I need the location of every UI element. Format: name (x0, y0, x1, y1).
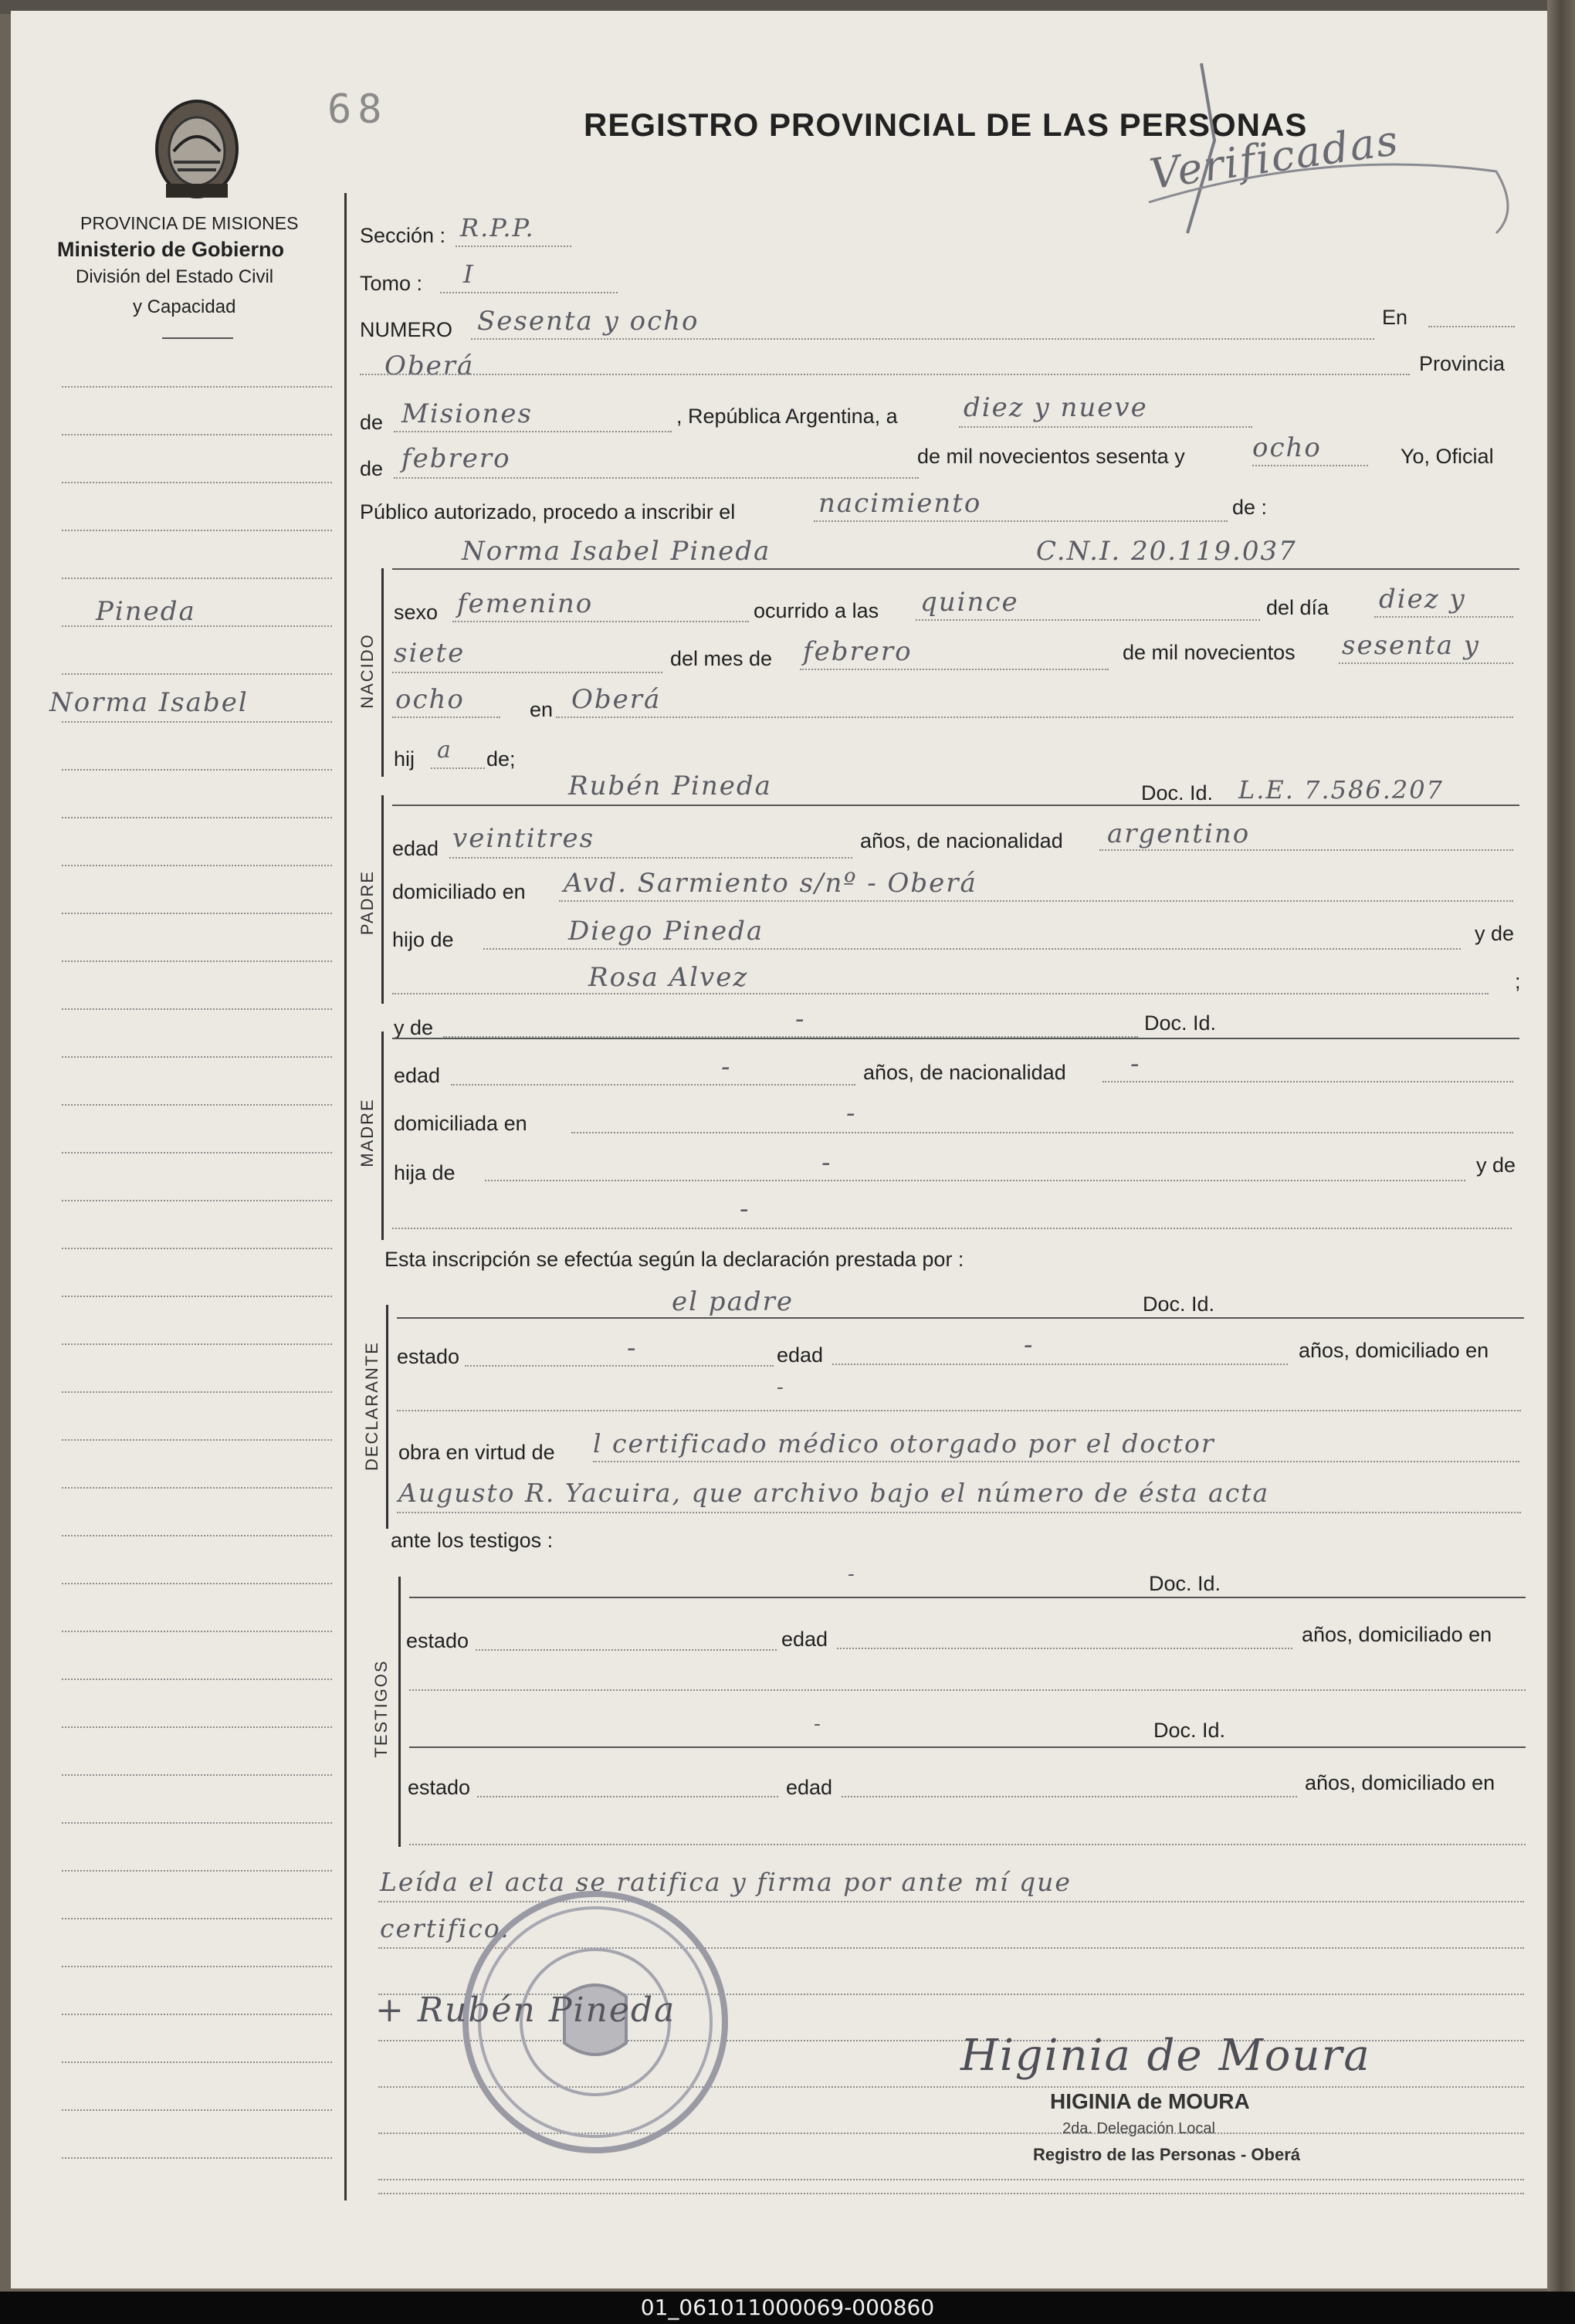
margin-rule (62, 1583, 332, 1584)
father-age-line (449, 857, 852, 859)
day-value: diez y nueve (964, 392, 1148, 423)
witness-2-doc-label: Doc. Id. (1153, 1719, 1226, 1742)
witness-2-age-line (842, 1796, 1297, 1797)
child-name-line (392, 568, 1519, 570)
number-line (471, 338, 1374, 340)
maternal-grandfather-line (485, 1180, 1465, 1181)
birth-year-text-label: de mil novecientos (1123, 641, 1296, 664)
margin-rule (62, 1439, 332, 1441)
mother-age-label: edad (394, 1064, 441, 1087)
maternal-grandfather-dash: - (821, 1147, 832, 1178)
by-virtue-text-2: Augusto R. Yacuira, que archivo bajo el número de ésta acta (398, 1478, 1270, 1508)
declarant-address-line (397, 1410, 1521, 1411)
declarant-name-line (397, 1317, 1524, 1319)
margin-rule (62, 1391, 332, 1393)
margin-rule (62, 1152, 332, 1154)
act-type-line (814, 520, 1228, 522)
mother-nationality-line (1102, 1081, 1513, 1082)
sex-label: sexo (394, 601, 439, 624)
birth-month-line (800, 669, 1109, 670)
child-of-suffix-line (431, 767, 485, 769)
number-value: Sesenta y ocho (477, 306, 699, 337)
mother-address-label: domiciliada en (394, 1112, 527, 1135)
margin-divider (344, 193, 347, 2200)
witness-2-status-line (477, 1796, 778, 1797)
father-address-label: domiciliado en (392, 880, 526, 903)
provincial-coat-of-arms-icon (147, 91, 247, 203)
margin-rule (62, 1822, 332, 1824)
mother-nationality-label: años, de nacionalidad (863, 1061, 1066, 1084)
hour-value: quince (920, 587, 1019, 618)
declarant-status-label: estado (397, 1345, 460, 1368)
margin-rule (62, 721, 332, 723)
mother-bracket (381, 1032, 384, 1240)
republic-label: , República Argentina, a (676, 405, 898, 428)
father-nationality-line (1099, 849, 1513, 851)
margin-rule (62, 1966, 332, 1967)
maternal-grandmother-dash: - (740, 1194, 750, 1225)
born-section-label: NACIDO (357, 633, 377, 709)
margin-rule (62, 1918, 332, 1919)
witness-1-name-line (409, 1597, 1526, 1598)
of-day-label: del día (1266, 596, 1329, 619)
child-id: C.N.I. 20.119.037 (1036, 536, 1297, 567)
father-name: Rubén Pineda (568, 771, 772, 801)
sex-line (452, 621, 749, 622)
day-line (959, 426, 1252, 428)
public-authorized-label: Público autorizado, procedo a inscribir el (360, 500, 736, 523)
mother-age-dash: - (721, 1052, 732, 1082)
margin-rule (62, 2061, 332, 2063)
witness-2-years-domicile-label: años, domiciliado en (1305, 1771, 1495, 1794)
margin-rule (62, 1056, 332, 1058)
year-text-label: de mil novecientos sesenta y (917, 445, 1185, 468)
birth-year-line-1 (1339, 662, 1513, 664)
witness-1-age-line (837, 1648, 1292, 1649)
locality-value: Oberá (384, 351, 475, 381)
margin-rule (62, 2014, 332, 2015)
father-doc-label: Doc. Id. (1141, 781, 1214, 805)
margin-rule (62, 769, 332, 771)
by-virtue-line-2 (397, 1512, 1521, 1513)
witnesses-section-label: TESTIGOS (371, 1659, 391, 1758)
child-of-label: hij (394, 747, 415, 771)
day-of-birth-line-2 (392, 672, 662, 673)
witnesses-intro: ante los testigos : (391, 1529, 554, 1552)
birth-place-value: Oberá (571, 684, 662, 715)
closing-line-2: certifico. (380, 1913, 510, 1943)
birth-year-line-2 (392, 717, 500, 718)
signature-rule (378, 2193, 1524, 2194)
child-of-de-label: de; (486, 747, 516, 771)
division-name-2: y Capacidad (133, 296, 236, 317)
closing-rule (378, 2179, 1524, 2180)
father-bracket (381, 795, 384, 1004)
margin-rule (62, 530, 332, 531)
official-signature: Higinia de Moura (960, 2031, 1371, 2081)
by-virtue-label: obra en virtud de (398, 1441, 555, 1464)
year-value: ocho (1252, 432, 1322, 463)
official-registry: Registro de las Personas - Oberá (1033, 2145, 1301, 2164)
sex-value: femenino (457, 588, 594, 619)
mother-and-of-label: y de (394, 1016, 434, 1039)
witness-1-name-dash: - (848, 1563, 856, 1586)
ministry-name: Ministerio de Gobierno (57, 238, 285, 261)
witnesses-bracket (398, 1577, 401, 1847)
margin-surname: Pineda (96, 596, 196, 627)
mother-nationality-dash: - (1130, 1049, 1141, 1079)
declarant-status-dash: - (627, 1333, 638, 1364)
margin-rule (62, 673, 332, 675)
section-line (456, 246, 571, 247)
birth-month-value: febrero (803, 636, 913, 667)
margin-given-names: Norma Isabel (49, 687, 249, 718)
witness-2-status-label: estado (408, 1776, 471, 1799)
image-caption: 01_061011000069-000860 (0, 2292, 1575, 2324)
margin-rule (62, 913, 332, 914)
day-of-birth-line-1 (1374, 616, 1513, 618)
margin-rule (62, 1774, 332, 1776)
declarant-bracket (386, 1305, 388, 1529)
paternal-grandfather-line (483, 948, 1461, 950)
volume-line (440, 292, 618, 293)
margin-rule (62, 1679, 332, 1680)
locality-line (360, 374, 1410, 375)
margin-rule (62, 1008, 332, 1010)
child-of-suffix: a (437, 737, 452, 764)
section-value: R.P.P. (460, 213, 535, 242)
header-divider (162, 337, 233, 339)
child-name: Norma Isabel Pineda (462, 536, 771, 567)
paternal-grandmother-line (392, 993, 1489, 994)
father-nationality-label: años, de nacionalidad (860, 829, 1063, 852)
mother-section-label: MADRE (357, 1098, 377, 1167)
official-label: Yo, Oficial (1401, 445, 1494, 468)
declarant-status-line (465, 1365, 774, 1367)
born-bracket (381, 568, 384, 777)
declaration-intro: Esta inscripción se efectúa según la declaración prestada por : (384, 1248, 964, 1271)
margin-rule (62, 434, 332, 435)
of-month-label: del mes de (670, 647, 773, 670)
year-line (1252, 465, 1368, 466)
declarant-age-line (832, 1364, 1288, 1365)
father-address-line (559, 900, 1513, 902)
mother-parents-label: hija de (394, 1161, 456, 1184)
witness-1-doc-label: Doc. Id. (1149, 1572, 1221, 1595)
witness-1-address-line (409, 1689, 1526, 1691)
province-label: Provincia (1419, 352, 1506, 375)
closing-line-1: Leída el acta se ratifica y firma por ante mí que (380, 1867, 1072, 1897)
declarant-address-dash: - (777, 1376, 785, 1399)
occurred-label: ocurrido a las (754, 599, 879, 622)
paternal-grandmother-value: Rosa Alvez (588, 962, 749, 993)
witness-1-years-domicile-label: años, domiciliado en (1302, 1623, 1492, 1646)
by-virtue-text-1: l certificado médico otorgado por el doctor (593, 1428, 1215, 1458)
mother-address-line (571, 1132, 1513, 1133)
margin-rule (62, 386, 332, 388)
margin-rule (62, 817, 332, 818)
declarant-years-domicile-label: años, domiciliado en (1299, 1339, 1489, 1362)
division-name-1: División del Estado Civil (76, 266, 274, 287)
official-name: HIGINIA de MOURA (1050, 2089, 1250, 2113)
number-label: NUMERO (360, 318, 452, 341)
witness-2-name-dash: - (814, 1713, 822, 1736)
province-value-line (394, 431, 672, 432)
of-colon-label: de : (1232, 496, 1268, 519)
declarant-age-dash: - (1024, 1330, 1035, 1360)
document-title: REGISTRO PROVINCIAL DE LAS PERSONAS (584, 107, 1308, 143)
mother-name-dash: - (795, 1004, 806, 1035)
margin-rule (62, 578, 332, 579)
margin-rule (62, 1248, 332, 1249)
page-number-stamp: 68 (327, 86, 388, 133)
by-virtue-line-1 (593, 1461, 1519, 1462)
margin-rule (62, 1343, 332, 1345)
day-of-birth-value-1: diez y (1379, 584, 1466, 615)
witness-2-address-line (409, 1844, 1526, 1845)
father-doc-value: L.E. 7.586.207 (1238, 775, 1444, 805)
margin-rule (62, 482, 332, 483)
father-section-label: PADRE (357, 869, 377, 936)
margin-rule (62, 2109, 332, 2111)
paternal-grandfather-value: Diego Pineda (568, 916, 764, 947)
father-age-value: veintitres (452, 823, 595, 854)
declarant-section-label: DECLARANTE (362, 1341, 381, 1471)
margin-rule (62, 1104, 332, 1106)
in-line (1428, 326, 1515, 327)
witness-2-name-line (409, 1746, 1526, 1748)
father-age-label: edad (392, 837, 439, 860)
margin-rule (62, 865, 332, 866)
month-line (394, 477, 919, 479)
maternal-grandmother-line (392, 1228, 1512, 1229)
declarant-value: el padre (672, 1286, 794, 1317)
father-nationality-value: argentino (1107, 818, 1251, 849)
father-semicolon: ; (1515, 970, 1521, 993)
province-value: Misiones (401, 398, 533, 429)
father-address-value: Avd. Sarmiento s/nº - Oberá (564, 868, 977, 899)
margin-rule (62, 1535, 332, 1536)
declarant-age-label: edad (777, 1343, 824, 1367)
declarant-doc-label: Doc. Id. (1143, 1292, 1215, 1316)
verification-mark-icon (1133, 56, 1519, 241)
of-label-2: de (360, 457, 384, 480)
declarant-signature: + Rubén Pineda (375, 1990, 676, 2030)
mother-address-dash: - (846, 1098, 857, 1129)
birth-year-value-1: sesenta y (1342, 630, 1480, 661)
father-parents-label: hijo de (392, 928, 454, 951)
hour-line (916, 619, 1260, 621)
verification-annotation: Verificadas (1147, 115, 1403, 199)
margin-rule (62, 1200, 332, 1201)
birth-place-line (556, 717, 1513, 718)
volume-value: I (463, 259, 475, 289)
witness-1-age-label: edad (781, 1628, 828, 1651)
book-binding (1547, 0, 1575, 2292)
birth-year-value-2: ocho (395, 684, 465, 715)
month-value: febrero (401, 443, 511, 474)
in-place-label: en (530, 698, 554, 721)
margin-rule (62, 1296, 332, 1297)
margin-rule (62, 1631, 332, 1632)
act-type-value: nacimiento (818, 488, 982, 519)
margin-rule (62, 960, 332, 962)
witness-1-status-line (476, 1649, 777, 1651)
mother-age-line (451, 1084, 855, 1086)
margin-rule (62, 1487, 332, 1489)
of-label-1: de (360, 411, 384, 434)
volume-label: Tomo : (360, 272, 423, 295)
mother-and-of-label-2: y de (1476, 1154, 1516, 1177)
margin-rule (62, 2157, 332, 2159)
margin-rule (62, 1726, 332, 1728)
official-title: 2da. Delegación Local (1062, 2120, 1215, 2137)
section-label: Sección : (360, 224, 446, 247)
day-of-birth-value-2: siete (394, 638, 466, 669)
father-name-line (392, 805, 1519, 806)
witness-1-status-label: estado (406, 1629, 469, 1652)
margin-rule (62, 1870, 332, 1872)
witness-2-age-label: edad (786, 1776, 833, 1799)
mother-doc-label: Doc. Id. (1144, 1011, 1217, 1035)
mother-name-underline (392, 1038, 1519, 1039)
father-and-of-label: y de (1475, 922, 1515, 945)
in-label: En (1382, 306, 1408, 329)
province-name: PROVINCIA DE MISIONES (80, 213, 299, 233)
